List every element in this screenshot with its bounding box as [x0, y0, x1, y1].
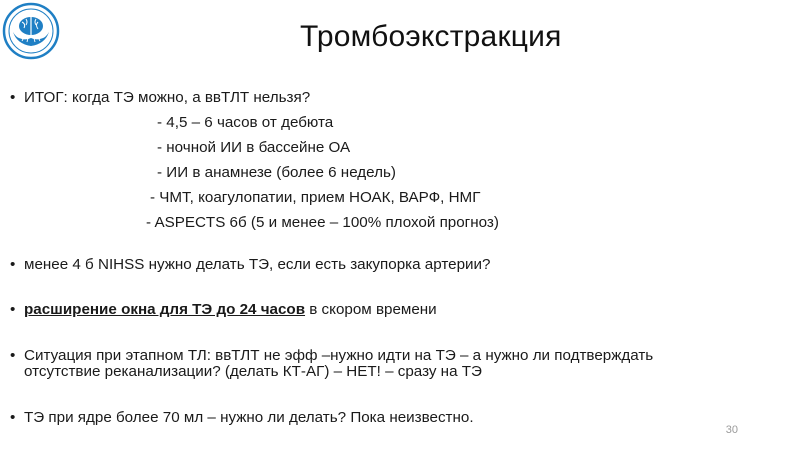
sub-item-2: - ночной ИИ в бассейне ОА — [157, 139, 351, 156]
bullet-2-text: менее 4 б NIHSS нужно делать ТЭ, если есть закупорка артерии? — [24, 256, 491, 273]
bullet-4-line-1: Ситуация при этапном ТЛ: ввТЛТ не эфф –нужно идти на ТЭ – а нужно ли подтверждать — [24, 347, 654, 364]
bullet-5-text: ТЭ при ядре более 70 мл – нужно ли делать? Пока неизвестно. — [24, 409, 474, 426]
bullet-1 — [10, 89, 310, 107]
bullet-4-line-2: отсутствие реканализации? (делать КТ-АГ) – НЕТ! – сразу на ТЭ — [24, 363, 482, 380]
bullet-5 — [10, 409, 474, 427]
slide-title: Тромбоэкстракция — [300, 20, 562, 53]
bullet-2 — [10, 256, 490, 274]
bullet-marker: • — [10, 409, 16, 426]
brain-in-hands-icon — [2, 2, 60, 60]
sub-item-5: - ASPECTS 6б (5 и менее – 100% плохой прогноз) — [146, 214, 499, 231]
bullet-3-text: в скором времени — [305, 301, 437, 318]
sub-item-1: - 4,5 – 6 часов от дебюта — [157, 114, 334, 131]
bullet-1-text: ИТОГ: когда ТЭ можно, а ввТЛТ нельзя? — [24, 89, 311, 106]
bullet-marker: • — [10, 256, 16, 273]
bullet-3-emphasis: расширение окна для ТЭ до 24 часов — [24, 301, 306, 318]
sub-item-4: - ЧМТ, коагулопатии, прием НОАК, ВАРФ, НМГ — [150, 189, 481, 206]
bullet-3 — [10, 301, 437, 319]
bullet-marker: • — [10, 301, 16, 318]
sub-item-3: - ИИ в анамнезе (более 6 недель) — [157, 164, 396, 181]
bullet-marker: • — [10, 347, 16, 364]
bullet-marker: • — [10, 89, 16, 106]
page-number: 30 — [725, 424, 738, 436]
